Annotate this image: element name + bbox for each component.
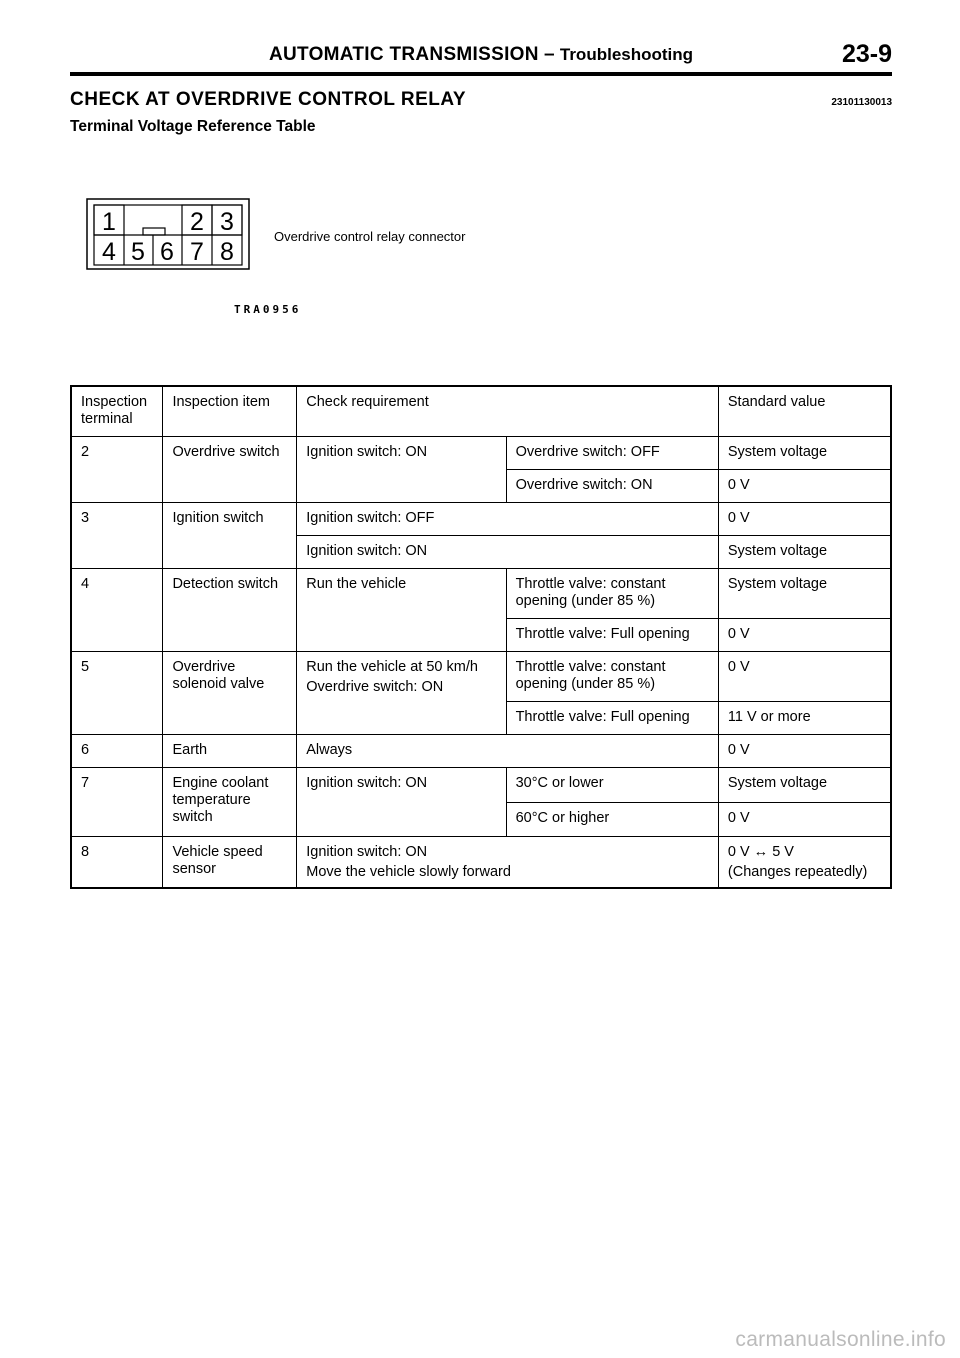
pin-label: 5 — [131, 238, 145, 266]
cell-item: Earth — [163, 734, 297, 767]
standard-line: (Changes repeatedly) — [727, 863, 868, 880]
cell-terminal: 8 — [71, 836, 163, 888]
connector-lock-tab — [143, 228, 165, 235]
pin-label: 6 — [160, 238, 174, 266]
cell-standard: System voltage — [718, 767, 891, 802]
figure-code: TRA0956 — [234, 303, 302, 316]
cell-requirement — [297, 836, 719, 888]
cell-standard: 11 V or more — [718, 701, 891, 734]
cell-condition: Throttle valve: Full opening — [506, 701, 718, 734]
cell-standard: 0 V — [718, 651, 891, 701]
table-row — [71, 651, 891, 701]
cell-standard: System voltage — [718, 436, 891, 469]
cell-terminal: 5 — [71, 651, 163, 734]
cell-requirement: Ignition switch: OFF — [297, 502, 719, 535]
cell-item: Overdrive solenoid valve — [163, 651, 297, 734]
cell-condition: Overdrive switch: OFF — [506, 436, 718, 469]
cell-standard: 0 V — [718, 502, 891, 535]
pin-label: 8 — [220, 238, 234, 266]
header-title-main: AUTOMATIC TRANSMISSION — [268, 44, 539, 65]
pin-label: 2 — [190, 208, 204, 236]
requirement-line: Overdrive switch: ON — [306, 678, 444, 695]
cell-item: Detection switch — [163, 568, 297, 651]
table-row — [71, 436, 891, 469]
cell-terminal: 6 — [71, 734, 163, 767]
cell-condition: Throttle valve: constant opening (under 85 %) — [506, 568, 718, 618]
watermark: carmanualsonline.info — [735, 1328, 946, 1351]
cell-standard: 0 V — [718, 618, 891, 651]
standard-line: 0 V ↔ 5 V — [727, 843, 794, 860]
pin-label: 7 — [190, 238, 204, 266]
terminal-voltage-table — [70, 385, 892, 889]
cell-item: Overdrive switch — [163, 436, 297, 502]
cell-requirement: Ignition switch: ON — [297, 767, 506, 836]
header-title-sub: Troubleshooting — [559, 45, 694, 64]
table-row — [71, 502, 891, 535]
cell-terminal: 2 — [71, 436, 163, 502]
section-code: 23101130013 — [831, 97, 892, 108]
cell-terminal: 3 — [71, 502, 163, 568]
cell-standard: 0 V — [718, 802, 891, 836]
cell-condition: Throttle valve: constant opening (under 85 %) — [506, 651, 718, 701]
cell-standard: 0 V — [718, 469, 891, 502]
pin-label: 4 — [102, 238, 116, 266]
table-row — [71, 767, 891, 802]
cell-requirement: Run the vehicle — [297, 568, 506, 651]
cell-standard: 0 V — [718, 734, 891, 767]
pin-label: 1 — [102, 208, 116, 236]
cell-condition: 60°C or higher — [506, 802, 718, 836]
connector-diagram — [86, 198, 250, 270]
header-standard: Standard value — [718, 386, 891, 436]
cell-requirement — [297, 651, 506, 734]
table-row — [71, 734, 891, 767]
cell-terminal: 7 — [71, 767, 163, 836]
page-number: 23-9 — [841, 40, 892, 68]
header-item: Inspection item — [163, 386, 297, 436]
section-title: CHECK AT OVERDRIVE CONTROL RELAY — [70, 89, 467, 110]
table-header-row — [71, 386, 891, 436]
cell-terminal: 4 — [71, 568, 163, 651]
cell-requirement: Ignition switch: ON — [297, 535, 719, 568]
cell-requirement: Always — [297, 734, 719, 767]
cell-condition: Throttle valve: Full opening — [506, 618, 718, 651]
cell-item: Ignition switch — [163, 502, 297, 568]
cell-item: Engine coolant temperature switch — [163, 767, 297, 836]
pin-label: 3 — [220, 208, 234, 236]
cell-standard: System voltage — [718, 535, 891, 568]
table-row — [71, 836, 891, 888]
cell-requirement: Ignition switch: ON — [297, 436, 506, 502]
requirement-line: Run the vehicle at 50 km/h — [306, 658, 478, 675]
cell-condition: 30°C or lower — [506, 767, 718, 802]
header-terminal: Inspection terminal — [71, 386, 163, 436]
header-title — [70, 44, 892, 66]
cell-standard — [718, 836, 891, 888]
connector-caption: Overdrive control relay connector — [274, 229, 466, 244]
cell-item: Vehicle speed sensor — [163, 836, 297, 888]
header-requirement: Check requirement — [297, 386, 719, 436]
table-subtitle: Terminal Voltage Reference Table — [70, 118, 316, 135]
cell-standard: System voltage — [718, 568, 891, 618]
page-header — [70, 40, 892, 76]
requirement-line: Move the vehicle slowly forward — [306, 863, 511, 880]
table-row — [71, 568, 891, 618]
cell-condition: Overdrive switch: ON — [506, 469, 718, 502]
header-title-separator: – — [538, 44, 560, 65]
requirement-line: Ignition switch: ON — [306, 843, 428, 860]
